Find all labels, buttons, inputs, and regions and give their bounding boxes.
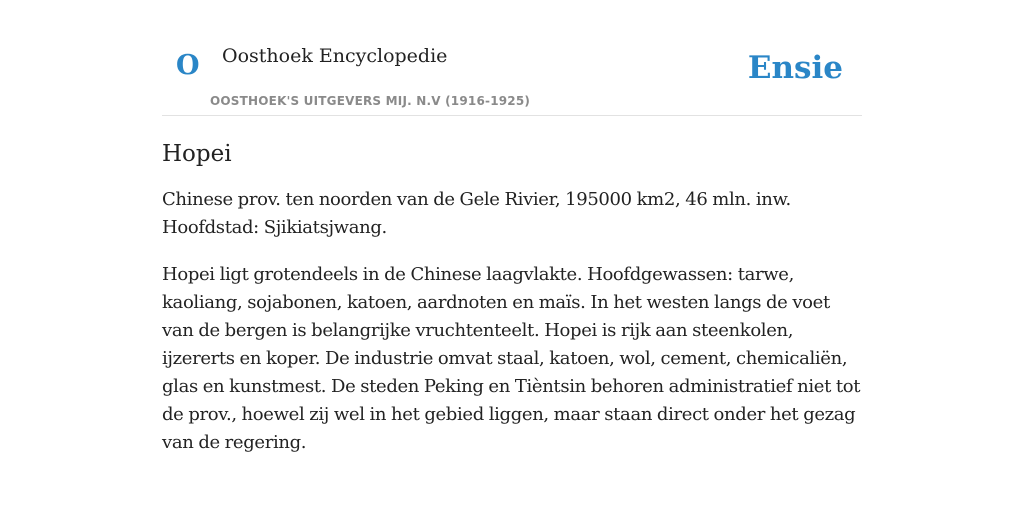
- publisher-label: OOSTHOEK'S UITGEVERS MIJ. N.V (1916-1925): [210, 94, 531, 108]
- entry-title: Hopei: [162, 141, 232, 167]
- ensie-brand-link[interactable]: Ensie: [747, 50, 843, 86]
- entry-content: [162, 138, 862, 476]
- site-name[interactable]: Oosthoek Encyclopedie: [222, 45, 448, 67]
- site-header: [162, 30, 862, 116]
- entry-paragraph: Hopei ligt grotendeels in de Chinese laagvlakte. Hoofdgewassen: tarwe, kaoliang, sojabonen, katoen, aardnoten en maïs. In het westen langs de voet van de bergen is belangrijke vruchtenteelt. Hopei is rijk aan steenkolen, ijzererts en koper. De industrie omvat staal, katoen, wol, cement, chemicaliën, glas en kunstmest. De steden Peking en Tièntsin behoren administratief niet tot de prov., hoewel zij wel in het gebied liggen, maar staan direct onder het gezag van de regering.: [162, 264, 861, 453]
- entry-paragraph: Chinese prov. ten noorden van de Gele Rivier, 195000 km2, 46 mln. inw. Hoofdstad: Sjikiatsjwang.: [162, 189, 791, 238]
- logo-icon[interactable]: O: [176, 50, 200, 81]
